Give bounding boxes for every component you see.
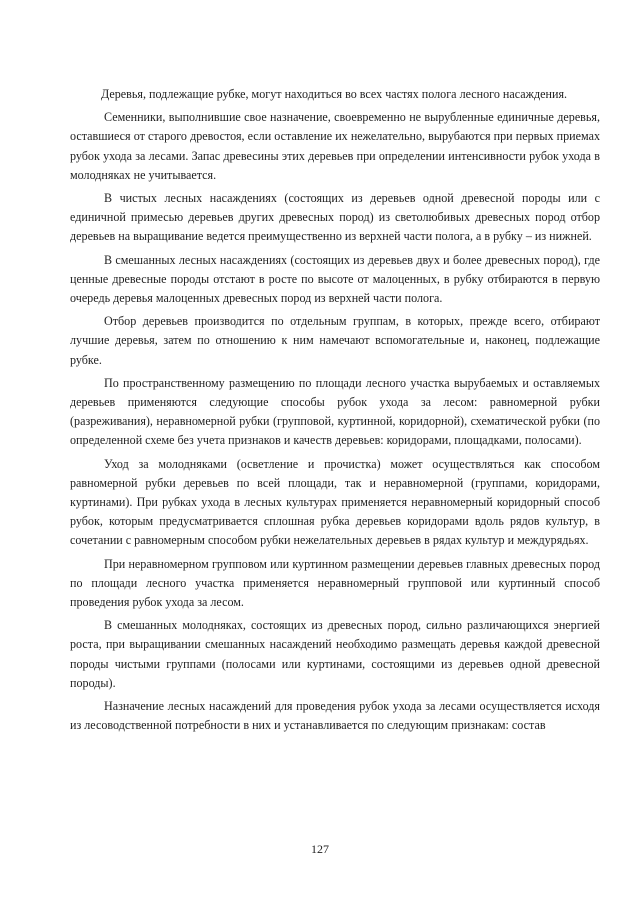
paragraph: При неравномерном групповом или куртинном размещении деревьев главных древесных пород по площади лесного участка применяется неравномерный групповой или куртинный способ проведения рубок ухода за лесом. [70, 556, 600, 610]
paragraph: Семенники, выполнившие свое назначение, своевременно не вырубленные единичные деревья, оставшиеся от старого древостоя, если оставление их нежелательно, вырубаются при первых приемах рубок ухода за лесами. Запас древесины этих деревьев при определении интенсивности рубок ухода в молодняках не учитывается. [70, 110, 600, 182]
paragraph: Уход за молодняками (осветление и прочистка) может осуществляться как способом равномерной рубки деревьев по всей площади, так и неравномерной (группами, коридорами, куртинами). При рубках ухода в лесных культурах применяется неравномерный коридорный способ рубок, которым предусматривается сплошная рубка деревьев коридорами вдоль рядов культур, в сочетании с равномерным способом рубки нежелательных деревьев в рядах культур и междурядьях. [70, 456, 600, 548]
paragraph: Назначение лесных насаждений для проведения рубок ухода за лесами осуществляется исходя из лесоводственной потребности в них и устанавливается по следующим признакам: состав [70, 699, 600, 733]
paragraph: По пространственному размещению по площади лесного участка вырубаемых и оставляемых деревьев применяются следующие способы рубок ухода за лесом: равномерной рубки (разреживания), неравномерной рубки (групповой, куртинной, коридорной), схематической рубки (по определенной схеме без учета признаков и качеств деревьев: коридорами, площадками, полосами). [70, 375, 600, 448]
paragraph: Деревья, подлежащие рубке, могут находиться во всех частях полога лесного насаждения. [101, 87, 568, 101]
paragraph: В смешанных лесных насаждениях (состоящих из деревьев двух и более древесных пород), где ценные древесные породы отстают в росте по высоте от малоценных, в рубку отбираются в первую очередь деревья малоценных древесных пород из верхней части полога. [70, 252, 600, 306]
paragraph: В смешанных молодняках, состоящих из древесных пород, сильно различающихся энергией роста, при выращивании смешанных насаждений необходимо размещать деревья каждой древесной породы чистыми группами (полосами или куртинами, состоящими из деревьев одной древесной породы). [70, 618, 600, 690]
page-number: 127 [311, 842, 329, 856]
body-text [70, 85, 600, 736]
paragraph: В чистых лесных насаждениях (состоящих из деревьев одной древесной породы или с единичной примесью деревьев других древесных пород) из светолюбивых древесных пород отбор деревьев на выращивание ведется преимущественно из верхней части полога, а в рубку – из нижней. [70, 191, 600, 244]
paragraph: Отбор деревьев производится по отдельным группам, в которых, прежде всего, отбирают лучшие деревья, затем по отношению к ним намечают вспомогательные и, наконец, подлежащие рубке. [70, 314, 600, 367]
